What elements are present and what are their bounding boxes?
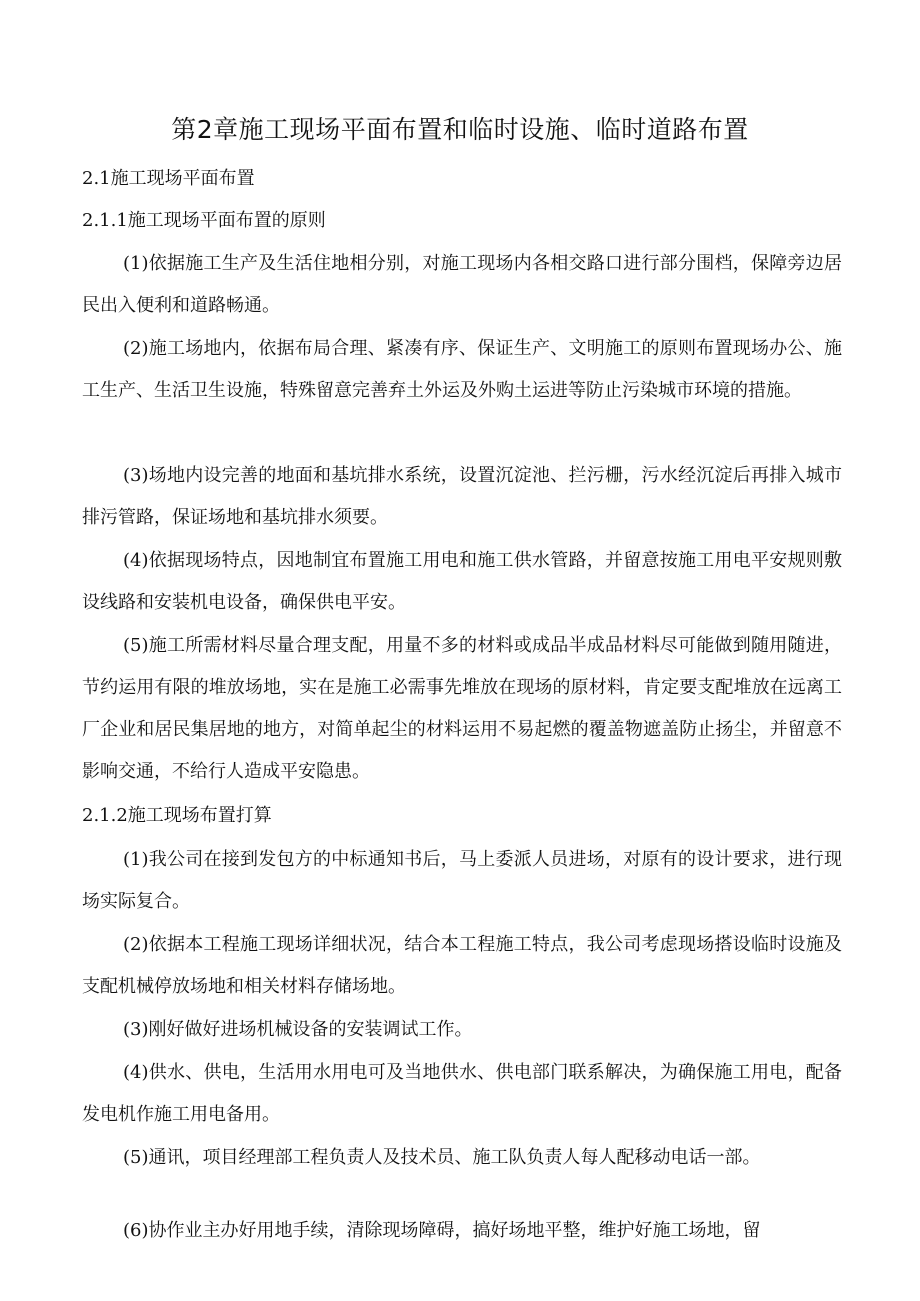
plan-paragraph-1: (1)我公司在接到发包方的中标通知书后，马上委派人员进场，对原有的设计要求，进行现场实际复合。 — [82, 849, 842, 912]
plan-paragraph-4: (4)供水、供电，生活用水用电可及当地供水、供电部门联系解决，为确保施工用电，配备发电机作施工用电备用。 — [82, 1062, 842, 1125]
plan-paragraph-5: (5)通讯，项目经理部工程负责人及技术员、施工队负责人每人配移动电话一部。 — [123, 1147, 761, 1168]
section-heading-2-1-2: 2.1.2施工现场布置打算 — [82, 805, 272, 826]
chapter-title: 第2章施工现场平面布置和临时设施、临时道路布置 — [171, 115, 749, 144]
section-heading-2-1: 2.1施工现场平面布置 — [82, 168, 255, 189]
plan-paragraph-3: (3)刚好做好进场机械设备的安装调试工作。 — [123, 1019, 473, 1040]
plan-paragraph-6: (6)协作业主办好用地手续，清除现场障碍，搞好场地平整，维护好施工场地，留 — [123, 1220, 761, 1241]
section-heading-2-1-1: 2.1.1施工现场平面布置的原则 — [82, 210, 326, 231]
principle-paragraph-4: (4)依据现场特点，因地制宜布置施工用电和施工供水管路，并留意按施工用电平安规则敷设线路和安装机电设备，确保供电平安。 — [82, 550, 842, 613]
principle-paragraph-1: (1)依据施工生产及生活住地相分别，对施工现场内各相交路口进行部分围档，保障旁边居民出入便利和道路畅通。 — [82, 253, 842, 316]
principle-paragraph-5: (5)施工所需材料尽量合理支配，用量不多的材料或成品半成品材料尽可能做到随用随进，节约运用有限的堆放场地，实在是施工必需事先堆放在现场的原材料，肯定要支配堆放在远离工厂企业和居民集居地的地方，对简单起尘的材料运用不易起燃的覆盖物遮盖防止扬尘，并留意不影响交通，不给行人造成平安隐患。 — [82, 635, 842, 782]
principle-paragraph-2: (2)施工场地内，依据布局合理、紧凑有序、保证生产、文明施工的原则布置现场办公、施工生产、生活卫生设施，特殊留意完善弃土外运及外购土运进等防止污染城市环境的措施。 — [82, 338, 842, 401]
plan-paragraph-2: (2)依据本工程施工现场详细状况，结合本工程施工特点，我公司考虑现场搭设临时设施及支配机械停放场地和相关材料存储场地。 — [82, 934, 842, 997]
principle-paragraph-3: (3)场地内设完善的地面和基坑排水系统，设置沉淀池、拦污栅，污水经沉淀后再排入城市排污管路，保证场地和基坑排水须要。 — [82, 465, 842, 528]
